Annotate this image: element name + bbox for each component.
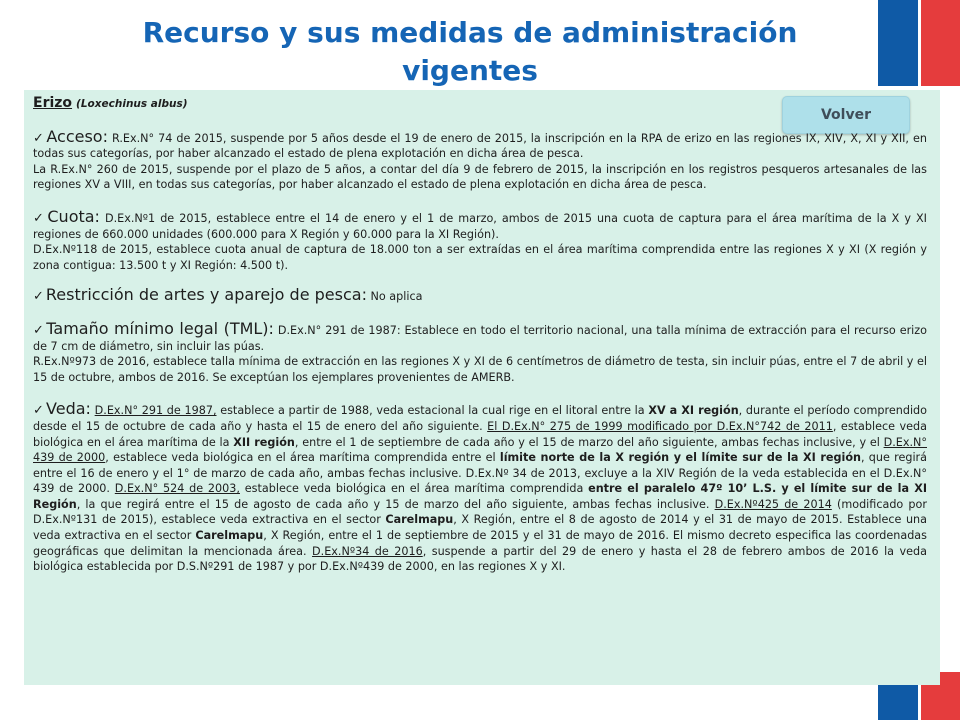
checkmark-icon: ✓	[33, 130, 45, 146]
flag-red-stripe	[921, 0, 960, 86]
restriccion-value: No aplica	[370, 290, 423, 304]
acceso-text-1: R.Ex.N° 74 de 2015, suspende por 5 años desde el 19 de enero de 2015, la inscripción en la RPA de erizo en las regiones IX, XIV, X, XI y XII, en todas sus categorías, por haber alcanzado el estado de plena explotación en dicha área de pesca.	[33, 131, 927, 161]
flag-blue-stripe	[878, 0, 918, 86]
cuota-text-1: D.Ex.Nº1 de 2015, establece entre el 14 de enero y el 1 de marzo, ambos de 2015 una cuota de captura para el área marítima de la X y XI regiones de 660.000 unidades (600.000 para X Región y 60.000 para la XI Región).	[33, 211, 927, 241]
volver-button[interactable]: Volver	[782, 96, 910, 134]
acceso-label: Acceso:	[46, 126, 108, 146]
species-name: Erizo	[33, 95, 73, 111]
veda-text: establece veda biológica en el área marítima comprendida	[239, 482, 589, 496]
veda-text: , establece veda biológica en el área marítima comprendida entre el	[105, 451, 500, 465]
veda-text: , durante el período comprendido desde el 15 de octubre de cada año y hasta el 15 de enero del año siguiente.	[33, 404, 927, 433]
tml-label: Tamaño mínimo legal (TML):	[46, 318, 274, 338]
veda-bold-text: Carelmapu	[385, 513, 454, 527]
veda-text: , X Región, entre el 1 de septiembre de 2015 y el 31 de mayo de 2016. El mismo decreto especifica las coordenadas geográficas que delimitan la mencionada área.	[33, 529, 927, 558]
acceso-section	[33, 126, 927, 162]
veda-label: Veda:	[46, 399, 91, 419]
checkmark-icon: ✓	[33, 403, 45, 419]
acceso-text-2: La R.Ex.N° 260 de 2015, suspende por el plazo de 5 años, a contar del día 9 de febrero de 2015, la inscripción en los registros pesqueros artesanales de las regiones XV a VIII, en todas sus categorías, por haber alcanzado el estado de plena explotación en dicha área de pesca.	[33, 162, 927, 192]
checkmark-icon: ✓	[33, 322, 45, 338]
cuota-text-2: D.Ex.Nº118 de 2015, establece cuota anual de captura de 18.000 ton a ser extraídas en el área marítima comprendida entre las regiones X y XI (X región y zona contigua: 13.500 t y XI Región: 4.500 t).	[33, 243, 927, 272]
species-header	[33, 96, 927, 113]
decree-link[interactable]: D.Ex.N° 291 de 1987,	[94, 404, 217, 418]
decree-link[interactable]: D.Ex.Nº425 de 2014	[714, 497, 832, 511]
veda-text: , que regirá entre el 16 de enero y el 1° de marzo de cada año, ambas fechas inclusive. D.Ex.Nº 34 de 2013, excluye a la XIV Región de la veda establecida en el D.Ex.N° 439 de 2000.	[33, 451, 928, 496]
flag-decoration-top	[878, 0, 960, 86]
veda-text: , X Región, entre el 8 de agosto de 2014 y el 31 de mayo de 2015. Establece una veda extractiva en el sector	[33, 513, 927, 543]
checkmark-icon: ✓	[33, 289, 44, 305]
tml-text-1: D.Ex.N° 291 de 1987: Establece en todo el territorio nacional, una talla mínima de extracción para el recurso erizo de 7 cm de diámetro, sin incluir las púas.	[33, 323, 928, 353]
restriccion-section	[33, 287, 927, 305]
veda-text: , la que regirá entre el 15 de agosto de cada año y 15 de marzo del año siguiente, ambas fechas inclusive.	[76, 497, 715, 511]
decree-link[interactable]: D.Ex.N° 439 de 2000	[33, 435, 927, 465]
decree-link[interactable]: El D.Ex.N° 275 de 1999 modificado por D.Ex.N°742 de 2011	[487, 419, 833, 433]
cuota-label: Cuota:	[47, 206, 100, 226]
veda-text: establece a partir de 1988, veda estacional la cual rige en el litoral entre la	[216, 404, 649, 418]
checkmark-icon: ✓	[33, 210, 46, 226]
veda-bold-text: Carelmapu	[195, 529, 264, 543]
veda-text: (modificado por D.Ex.Nº131 de 2015), establece veda extractiva en el sector	[33, 497, 927, 527]
restriccion-label: Restricción de artes y aparejo de pesca:	[45, 285, 367, 305]
veda-bold-text: XV a XI región	[648, 404, 739, 418]
veda-bold-text: entre el paralelo 47º 10’ L.S. y el límite sur de la XI Región	[33, 482, 927, 511]
veda-text: , suspende a partir del 29 de enero y hasta el 28 de febrero ambos de 2016 la veda biológica establecida por D.S.Nº291 de 1987 y por D.Ex.Nº439 de 2000, en las regiones X y XI.	[33, 544, 927, 574]
veda-section	[33, 401, 927, 575]
veda-bold-text: límite norte de la X región y el límite sur de la XI región	[499, 451, 862, 465]
decree-link[interactable]: D.Ex.N° 524 de 2003,	[114, 482, 240, 496]
page-title: Recurso y sus medidas de administración vigentes	[142, 16, 798, 87]
species-scientific-name: (Loxechinus albus)	[76, 98, 188, 110]
tml-section	[33, 318, 928, 354]
content-body	[33, 96, 927, 575]
tml-text-2: R.Ex.Nº973 de 2016, establece talla mínima de extracción en las regiones X y XI de 6 centímetros de diámetro de testa, sin incluir púas, entre el 7 de abril y el 15 de octubre, ambos de 2016. Se exceptúan los ejemplares provenientes de AMERB.	[33, 355, 927, 384]
veda-text: , establece veda biológica en el área marítima de la	[33, 419, 927, 449]
veda-bold-text: XII región	[233, 435, 295, 449]
veda-text: , entre el 1 de septiembre de cada año y el 15 de marzo del año siguiente, ambas fechas inclusive, y el	[294, 435, 884, 449]
decree-link[interactable]: D.Ex.Nº34 de 2016	[312, 544, 423, 558]
cuota-section	[33, 206, 927, 242]
